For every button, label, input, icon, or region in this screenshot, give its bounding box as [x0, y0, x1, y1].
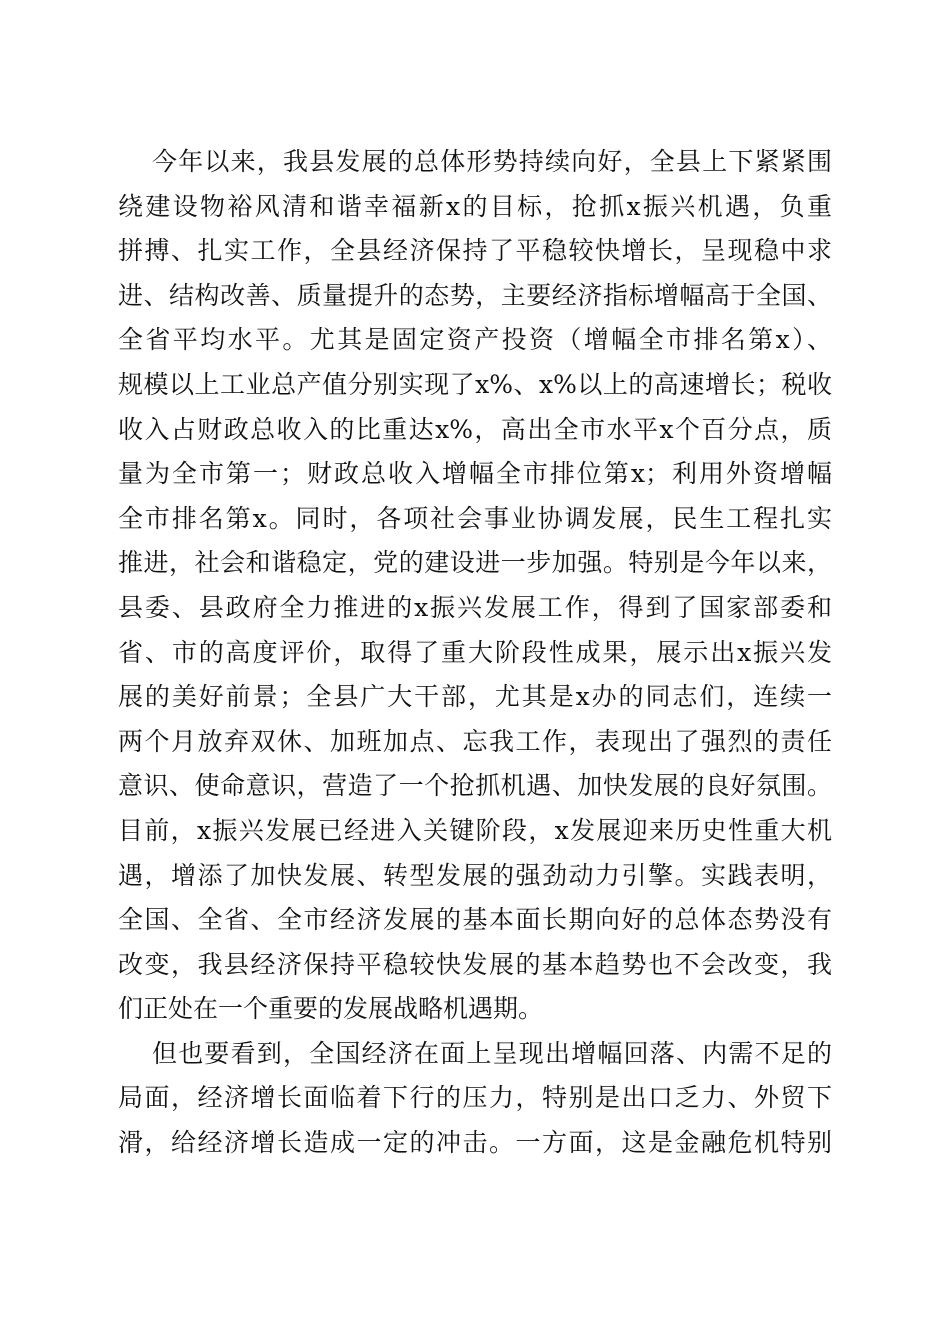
paragraph-1-line-5: 全省平均水平。尤其是固定资产投资（增幅全市排名第x）、: [118, 325, 832, 355]
paragraph-1-line-17: 遇，增添了加快发展、转型发展的强劲动力引擎。实践表明，: [118, 860, 832, 890]
body-text: [118, 140, 832, 1166]
paragraph-1-line-4: 进、结构改善、质量提升的态势，主要经济指标增幅高于全国、: [118, 280, 832, 310]
paragraph-1-line-13: 展的美好前景；全县广大干部，尤其是x办的同志们，连续一: [118, 682, 832, 712]
paragraph-2-line-3: 滑，给经济增长造成一定的冲击。一方面，这是金融危机特别: [118, 1128, 832, 1158]
paragraph-1-line-9: 全市排名第x。同时，各项社会事业协调发展，民生工程扎实: [118, 503, 832, 533]
paragraph-1-line-8: 量为全市第一；财政总收入增幅全市排位第x；利用外资增幅: [118, 459, 832, 489]
paragraph-1-line-6: 规模以上工业总产值分别实现了x%、x%以上的高速增长；税收: [118, 369, 832, 399]
paragraph-1-line-18: 全国、全省、全市经济发展的基本面长期向好的总体态势没有: [118, 905, 832, 935]
paragraph-1-line-15: 意识、使命意识，营造了一个抢抓机遇、加快发展的良好氛围。: [118, 771, 832, 801]
paragraph-1-line-2: 绕建设物裕风清和谐幸福新x的目标，抢抓x振兴机遇，负重: [118, 191, 832, 221]
paragraph-1-line-20: 们正处在一个重要的发展战略机遇期。: [118, 994, 544, 1024]
paragraph-1-line-19: 改变，我县经济保持平稳较快发展的基本趋势也不会改变，我: [118, 949, 832, 979]
paragraph-1-line-1: 今年以来，我县发展的总体形势持续向好，全县上下紧紧围: [152, 147, 832, 176]
paragraph-1-line-7: 收入占财政总收入的比重达x%，高出全市水平x个百分点，质: [118, 414, 832, 444]
paragraph-1-line-14: 两个月放弃双休、加班加点、忘我工作，表现出了强烈的责任: [118, 726, 832, 756]
paragraph-1-line-12: 省、市的高度评价，取得了重大阶段性成果，展示出x振兴发: [118, 637, 832, 667]
paragraph-2-line-2: 局面，经济增长面临着下行的压力，特别是出口乏力、外贸下: [118, 1083, 832, 1113]
paragraph-1-line-16: 目前，x振兴发展已经进入关键阶段，x发展迎来历史性重大机: [118, 815, 832, 845]
paragraph-2-line-1: 但也要看到，全国经济在面上呈现出增幅回落、内需不足的: [152, 1038, 832, 1068]
paragraph-1-line-3: 拼搏、扎实工作，全县经济保持了平稳较快增长，呈现稳中求: [118, 236, 832, 266]
paragraph-1-line-11: 县委、县政府全力推进的x振兴发展工作，得到了国家部委和: [118, 592, 832, 622]
paragraph-1-line-10: 推进，社会和谐稳定，党的建设进一步加强。特别是今年以来，: [118, 548, 832, 578]
